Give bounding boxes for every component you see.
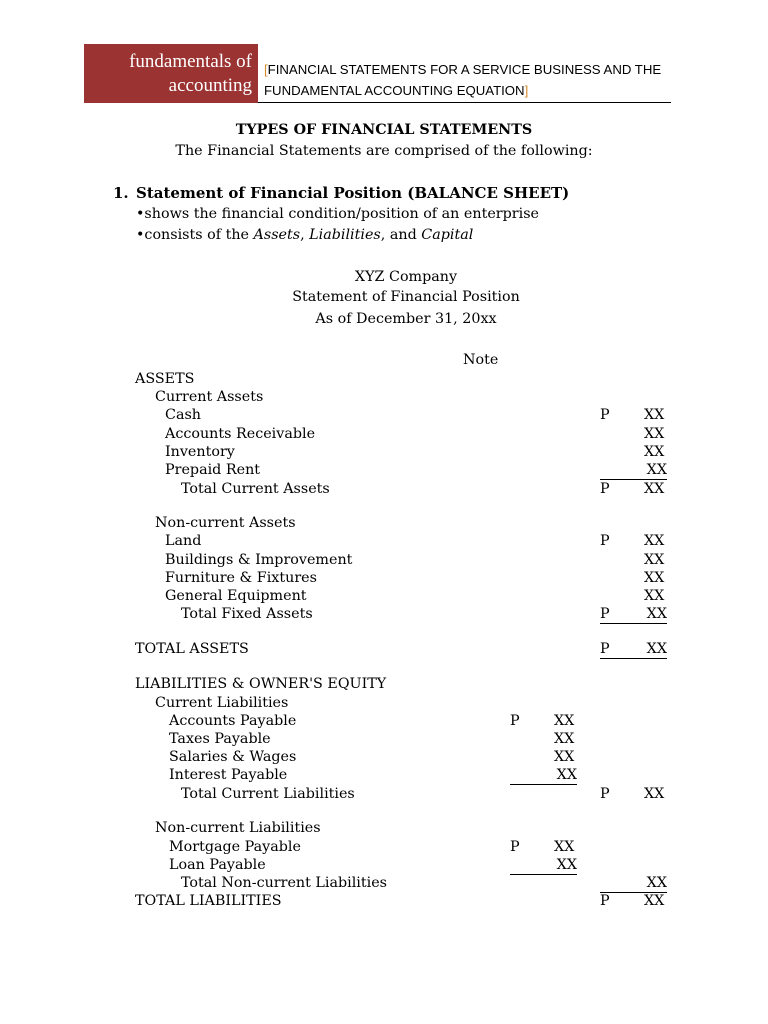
amount-xx: XX bbox=[644, 786, 665, 802]
noncurrent-liabilities-heading: Non-current Liabilities bbox=[155, 820, 321, 836]
total-fixed-assets-amount: P XX bbox=[600, 606, 667, 622]
currency-p: P bbox=[600, 786, 610, 802]
salaries-wages-label: Salaries & Wages bbox=[169, 749, 297, 765]
amount-xx: XX bbox=[644, 893, 665, 909]
amount-xx: XX bbox=[554, 839, 575, 855]
currency-p: P bbox=[600, 407, 610, 423]
statement-name: Statement of Financial Position bbox=[292, 289, 520, 305]
prepaid-rent-label: Prepaid Rent bbox=[165, 462, 261, 478]
amount-xx-underlined: XX bbox=[600, 461, 667, 480]
accounts-receivable-label: Accounts Receivable bbox=[165, 426, 316, 442]
page-title: TYPES OF FINANCIAL STATEMENTS bbox=[235, 122, 533, 138]
interest-payable-label: Interest Payable bbox=[169, 767, 288, 783]
note-header: Note bbox=[463, 352, 499, 368]
total-current-liabilities-label: Total Current Liabilities bbox=[181, 786, 355, 802]
mortgage-payable-label: Mortgage Payable bbox=[169, 839, 301, 855]
subtitle-line-1: FINANCIAL STATEMENTS FOR A SERVICE BUSINESS AND THE bbox=[267, 62, 662, 77]
currency-p: P bbox=[600, 893, 610, 909]
amount-xx: XX bbox=[644, 481, 665, 497]
amount-xx-underlined: XX bbox=[600, 874, 667, 893]
intro-lead: The Financial Statements are comprised of the following: bbox=[175, 143, 593, 159]
buildings-label: Buildings & Improvement bbox=[165, 552, 353, 568]
amount-xx: XX bbox=[644, 552, 665, 568]
subtitle-line-2: FUNDAMENTAL ACCOUNTING EQUATION bbox=[264, 83, 525, 98]
amount-xx: XX bbox=[554, 749, 575, 765]
amount-xx: XX bbox=[644, 533, 665, 549]
inventory-label: Inventory bbox=[165, 444, 235, 460]
currency-p: P bbox=[510, 839, 520, 855]
amount-xx: XX bbox=[644, 426, 665, 442]
land-label: Land bbox=[165, 533, 202, 549]
amount-xx: XX bbox=[554, 731, 575, 747]
bracket-open: [ bbox=[264, 62, 268, 77]
total-current-assets-label: Total Current Assets bbox=[181, 481, 330, 497]
currency-p: P bbox=[510, 713, 520, 729]
furniture-label: Furniture & Fixtures bbox=[165, 570, 317, 586]
equipment-label: General Equipment bbox=[165, 588, 307, 604]
section-heading: Statement of Financial Position (BALANCE SHEET) bbox=[136, 184, 570, 202]
total-assets-label: TOTAL ASSETS bbox=[135, 641, 249, 657]
cash-label: Cash bbox=[165, 407, 202, 423]
amount-xx: XX bbox=[644, 407, 665, 423]
amount-xx-underlined: XX bbox=[510, 766, 577, 785]
taxes-payable-label: Taxes Payable bbox=[169, 731, 271, 747]
accounts-payable-label: Accounts Payable bbox=[169, 713, 297, 729]
amount-xx: XX bbox=[554, 713, 575, 729]
bullet-2: •consists of the Assets, Liabilities, and Capital bbox=[136, 227, 474, 243]
current-assets-heading: Current Assets bbox=[155, 389, 264, 405]
liab-equity-heading: LIABILITIES & OWNER'S EQUITY bbox=[135, 676, 387, 692]
amount-xx-underlined: XX bbox=[510, 856, 577, 875]
amount-xx: XX bbox=[644, 588, 665, 604]
logo-line-2: accounting bbox=[168, 75, 252, 96]
amount-xx: XX bbox=[644, 444, 665, 460]
logo-banner bbox=[84, 44, 258, 103]
header-rule bbox=[258, 102, 671, 103]
assets-heading: ASSETS bbox=[135, 371, 195, 387]
amount-xx: XX bbox=[644, 570, 665, 586]
currency-p: P bbox=[600, 533, 610, 549]
total-assets-amount: P XX bbox=[600, 641, 667, 657]
bullet-1: •shows the financial condition/position of an enterprise bbox=[136, 206, 539, 222]
total-liabilities-label: TOTAL LIABILITIES bbox=[135, 893, 282, 909]
current-liabilities-heading: Current Liabilities bbox=[155, 695, 289, 711]
total-noncurrent-liabilities-label: Total Non-current Liabilities bbox=[181, 875, 387, 891]
loan-payable-label: Loan Payable bbox=[169, 857, 266, 873]
section-number: 1. bbox=[113, 184, 129, 202]
statement-date: As of December 31, 20xx bbox=[315, 311, 497, 327]
total-fixed-assets-label: Total Fixed Assets bbox=[181, 606, 313, 622]
currency-p: P bbox=[600, 481, 610, 497]
header-subtitle bbox=[264, 59, 674, 101]
noncurrent-assets-heading: Non-current Assets bbox=[155, 515, 296, 531]
logo-line-1: fundamentals of bbox=[129, 51, 252, 72]
company-name: XYZ Company bbox=[354, 269, 458, 285]
bracket-close: ] bbox=[524, 83, 529, 98]
